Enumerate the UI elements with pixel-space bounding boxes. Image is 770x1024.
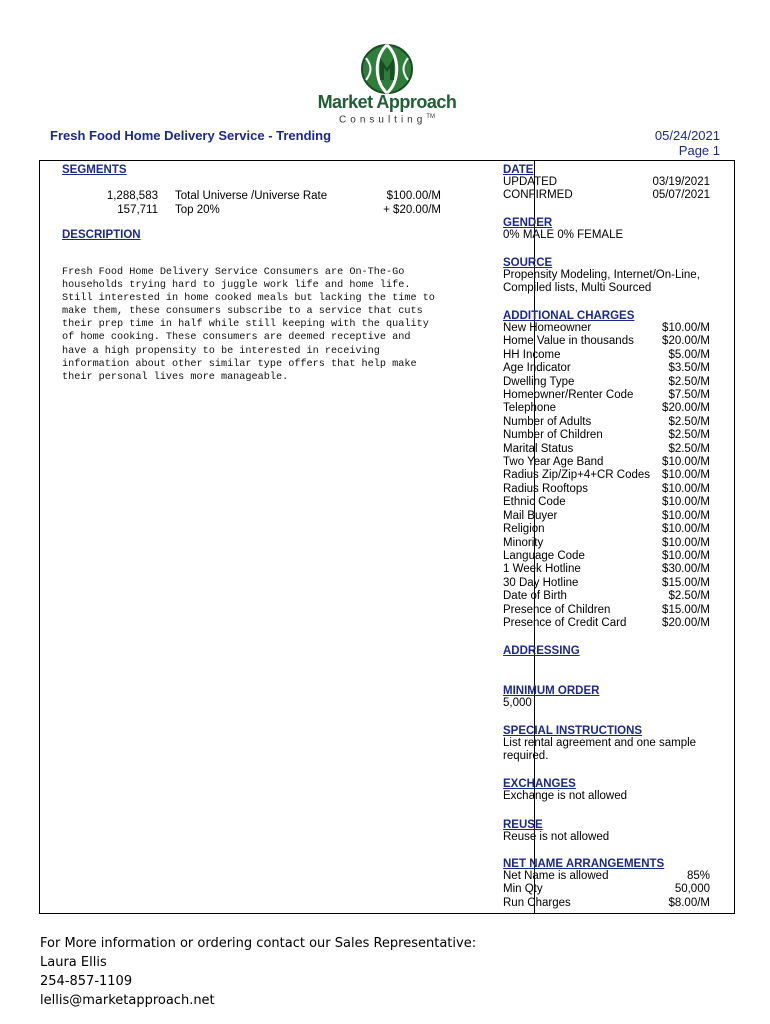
special-instructions-heading: SPECIAL INSTRUCTIONS (503, 725, 643, 737)
charge-row (503, 322, 710, 335)
charge-label: Radius Rooftops (503, 482, 589, 495)
minimum-order-section (503, 685, 710, 710)
charge-row (503, 362, 710, 375)
date-heading: DATE (503, 164, 534, 176)
charge-row (503, 429, 710, 442)
charge-label: Ethnic Code (503, 496, 566, 509)
contact-name: Laura Ellis (40, 955, 107, 970)
charge-row (503, 496, 710, 509)
logo-sub-text: Consulting™ (339, 114, 435, 126)
charge-row (503, 376, 710, 389)
additional-charges-section (503, 310, 710, 630)
addressing-section (503, 645, 710, 657)
charge-label: Religion (503, 523, 545, 536)
segments-heading: SEGMENTS (62, 164, 127, 176)
net-name-value: $8.00/M (668, 896, 710, 909)
special-instructions-line: List rental agreement and one sample (503, 737, 697, 749)
minimum-order-value: 5,000 (503, 697, 532, 709)
charge-label: Presence of Credit Card (503, 616, 627, 629)
charge-label: Homeowner/Renter Code (503, 389, 634, 402)
charge-price: $10.00/M (662, 322, 710, 334)
contact-intro: For More information or ordering contact our Sales Representative: (40, 936, 477, 951)
datacard-frame (39, 160, 735, 914)
net-name-label: Run Charges (503, 896, 571, 909)
charge-row (503, 577, 710, 590)
charge-row (503, 604, 710, 617)
charge-label: 30 Day Hotline (503, 576, 579, 589)
description-heading: DESCRIPTION (62, 229, 141, 241)
charge-row (503, 335, 710, 348)
gender-section (503, 217, 710, 242)
charge-row (503, 550, 710, 563)
net-name-row (503, 883, 710, 896)
charge-label: Number of Adults (503, 415, 592, 428)
charge-price: $10.00/M (662, 469, 710, 482)
charge-price: $10.00/M (662, 482, 710, 495)
charge-row (503, 537, 710, 550)
segment-price: + $20.00/M (383, 204, 441, 216)
source-line: Propensity Modeling, Internet/On-Line, (503, 269, 700, 281)
charge-label: Two Year Age Band (503, 456, 604, 469)
contact-email: lellis@marketapproach.net (40, 993, 215, 1008)
date-label: UPDATED (503, 176, 558, 188)
reuse-heading: REUSE (503, 819, 543, 831)
date-row-confirmed (503, 189, 710, 202)
charge-row (503, 483, 710, 496)
charge-row (503, 443, 710, 456)
date-section (503, 164, 710, 203)
net-name-row (503, 897, 710, 910)
document-title: Fresh Food Home Delivery Service - Trending (50, 128, 332, 143)
reuse-section (503, 819, 710, 844)
charge-label: 1 Week Hotline (503, 563, 581, 576)
net-name-label: Min Qty (503, 883, 543, 896)
source-heading: SOURCE (503, 257, 553, 269)
charge-row (503, 510, 710, 523)
charge-price: $2.50/M (668, 429, 710, 442)
charge-price: $10.00/M (662, 509, 710, 522)
minimum-order-heading: MINIMUM ORDER (503, 685, 600, 697)
date-label: CONFIRMED (503, 189, 573, 202)
charges-list (503, 322, 710, 630)
date-value: 05/07/2021 (652, 189, 710, 202)
charge-row (503, 416, 710, 429)
charge-price: $5.00/M (668, 348, 710, 361)
charge-row (503, 349, 710, 362)
charge-label: Date of Birth (503, 590, 567, 603)
charge-price: $10.00/M (662, 496, 710, 509)
segment-label: Total Universe /Universe Rate (175, 190, 328, 202)
charge-row (503, 456, 710, 469)
globe-logo-icon (360, 44, 414, 94)
segment-label: Top 20% (175, 204, 220, 216)
net-name-value: 85% (686, 870, 710, 882)
segment-count: 157,711 (117, 204, 158, 216)
charge-price: $10.00/M (662, 549, 710, 562)
charge-label: Minority (503, 536, 544, 549)
page-number: Page 1 (678, 143, 720, 158)
charge-price: $15.00/M (662, 576, 710, 589)
net-name-value: 50,000 (674, 883, 710, 896)
charge-row (503, 523, 710, 536)
gender-value: 0% MALE 0% FEMALE (503, 229, 624, 241)
net-name-row (503, 870, 710, 883)
charge-row (503, 617, 710, 630)
charge-label: Mail Buyer (503, 509, 558, 522)
segment-price: $100.00/M (386, 190, 441, 202)
charge-row (503, 590, 710, 603)
charge-price: $20.00/M (662, 616, 710, 629)
additional-charges-heading: ADDITIONAL CHARGES (503, 310, 635, 322)
charge-label: Dwelling Type (503, 375, 575, 388)
source-line: Compiled lists, Multi Sourced (503, 282, 652, 295)
logo-brand-text: Market Approach (317, 92, 457, 112)
addressing-heading: ADDRESSING (503, 645, 580, 657)
net-name-label: Net Name is allowed (503, 870, 609, 882)
source-section (503, 257, 710, 296)
charge-price: $10.00/M (662, 536, 710, 549)
net-name-heading: NET NAME ARRANGEMENTS (503, 858, 665, 870)
charge-price: $2.50/M (668, 415, 710, 428)
date-value: 03/19/2021 (652, 176, 710, 188)
charge-price: $20.00/M (662, 402, 710, 415)
charge-price: $7.50/M (668, 389, 710, 402)
exchanges-value: Exchange is not allowed (503, 790, 628, 802)
charge-price: $10.00/M (662, 456, 710, 469)
charge-row (503, 389, 710, 402)
gender-heading: GENDER (503, 217, 553, 229)
contact-phone: 254-857-1109 (40, 974, 133, 989)
date-row-updated (503, 176, 710, 189)
charge-label: Number of Children (503, 429, 603, 442)
charge-row (503, 402, 710, 415)
contact-footer (40, 934, 476, 1010)
special-instructions-section (503, 725, 710, 764)
charge-label: Radius Zip/Zip+4+CR Codes (503, 469, 651, 482)
special-instructions-line: required. (503, 750, 549, 763)
document-date: 05/24/2021 (654, 128, 720, 143)
charge-label: Age Indicator (503, 362, 571, 375)
charge-label: Marital Status (503, 442, 574, 455)
description-body: Fresh Food Home Delivery Service Consumers are On-The-Go households trying hard to juggle work life and home life. Still interested in home cooked meals but lacking the time to make them, these consumers subscribe to a service that cuts their prep time in half while still keeping with the quality of home cooking. These consumers are deemed receptive and have a high propensity to be interested in receiving information about other similar type offers that help make their personal lives more manageable. (62, 267, 435, 383)
charge-price: $30.00/M (662, 563, 710, 576)
charge-price: $20.00/M (662, 335, 710, 348)
charge-label: Home Value in thousands (503, 335, 634, 348)
charge-price: $15.00/M (662, 603, 710, 616)
charge-label: HH Income (503, 348, 561, 361)
charge-label: Language Code (503, 549, 585, 562)
charge-price: $3.50/M (668, 362, 710, 375)
exchanges-section (503, 778, 710, 803)
charge-price: $10.00/M (662, 523, 710, 536)
charge-row (503, 563, 710, 576)
charge-price: $2.50/M (668, 375, 710, 388)
charge-label: Presence of Children (503, 603, 611, 616)
charge-row (503, 469, 710, 482)
net-name-section (503, 858, 710, 910)
charge-label: Telephone (503, 402, 557, 415)
charge-label: New Homeowner (503, 322, 592, 334)
charge-price: $2.50/M (668, 590, 710, 603)
exchanges-heading: EXCHANGES (503, 778, 576, 790)
charge-price: $2.50/M (668, 442, 710, 455)
segment-count: 1,288,583 (106, 190, 158, 202)
company-logo (312, 40, 462, 130)
reuse-value: Reuse is not allowed (503, 831, 610, 843)
